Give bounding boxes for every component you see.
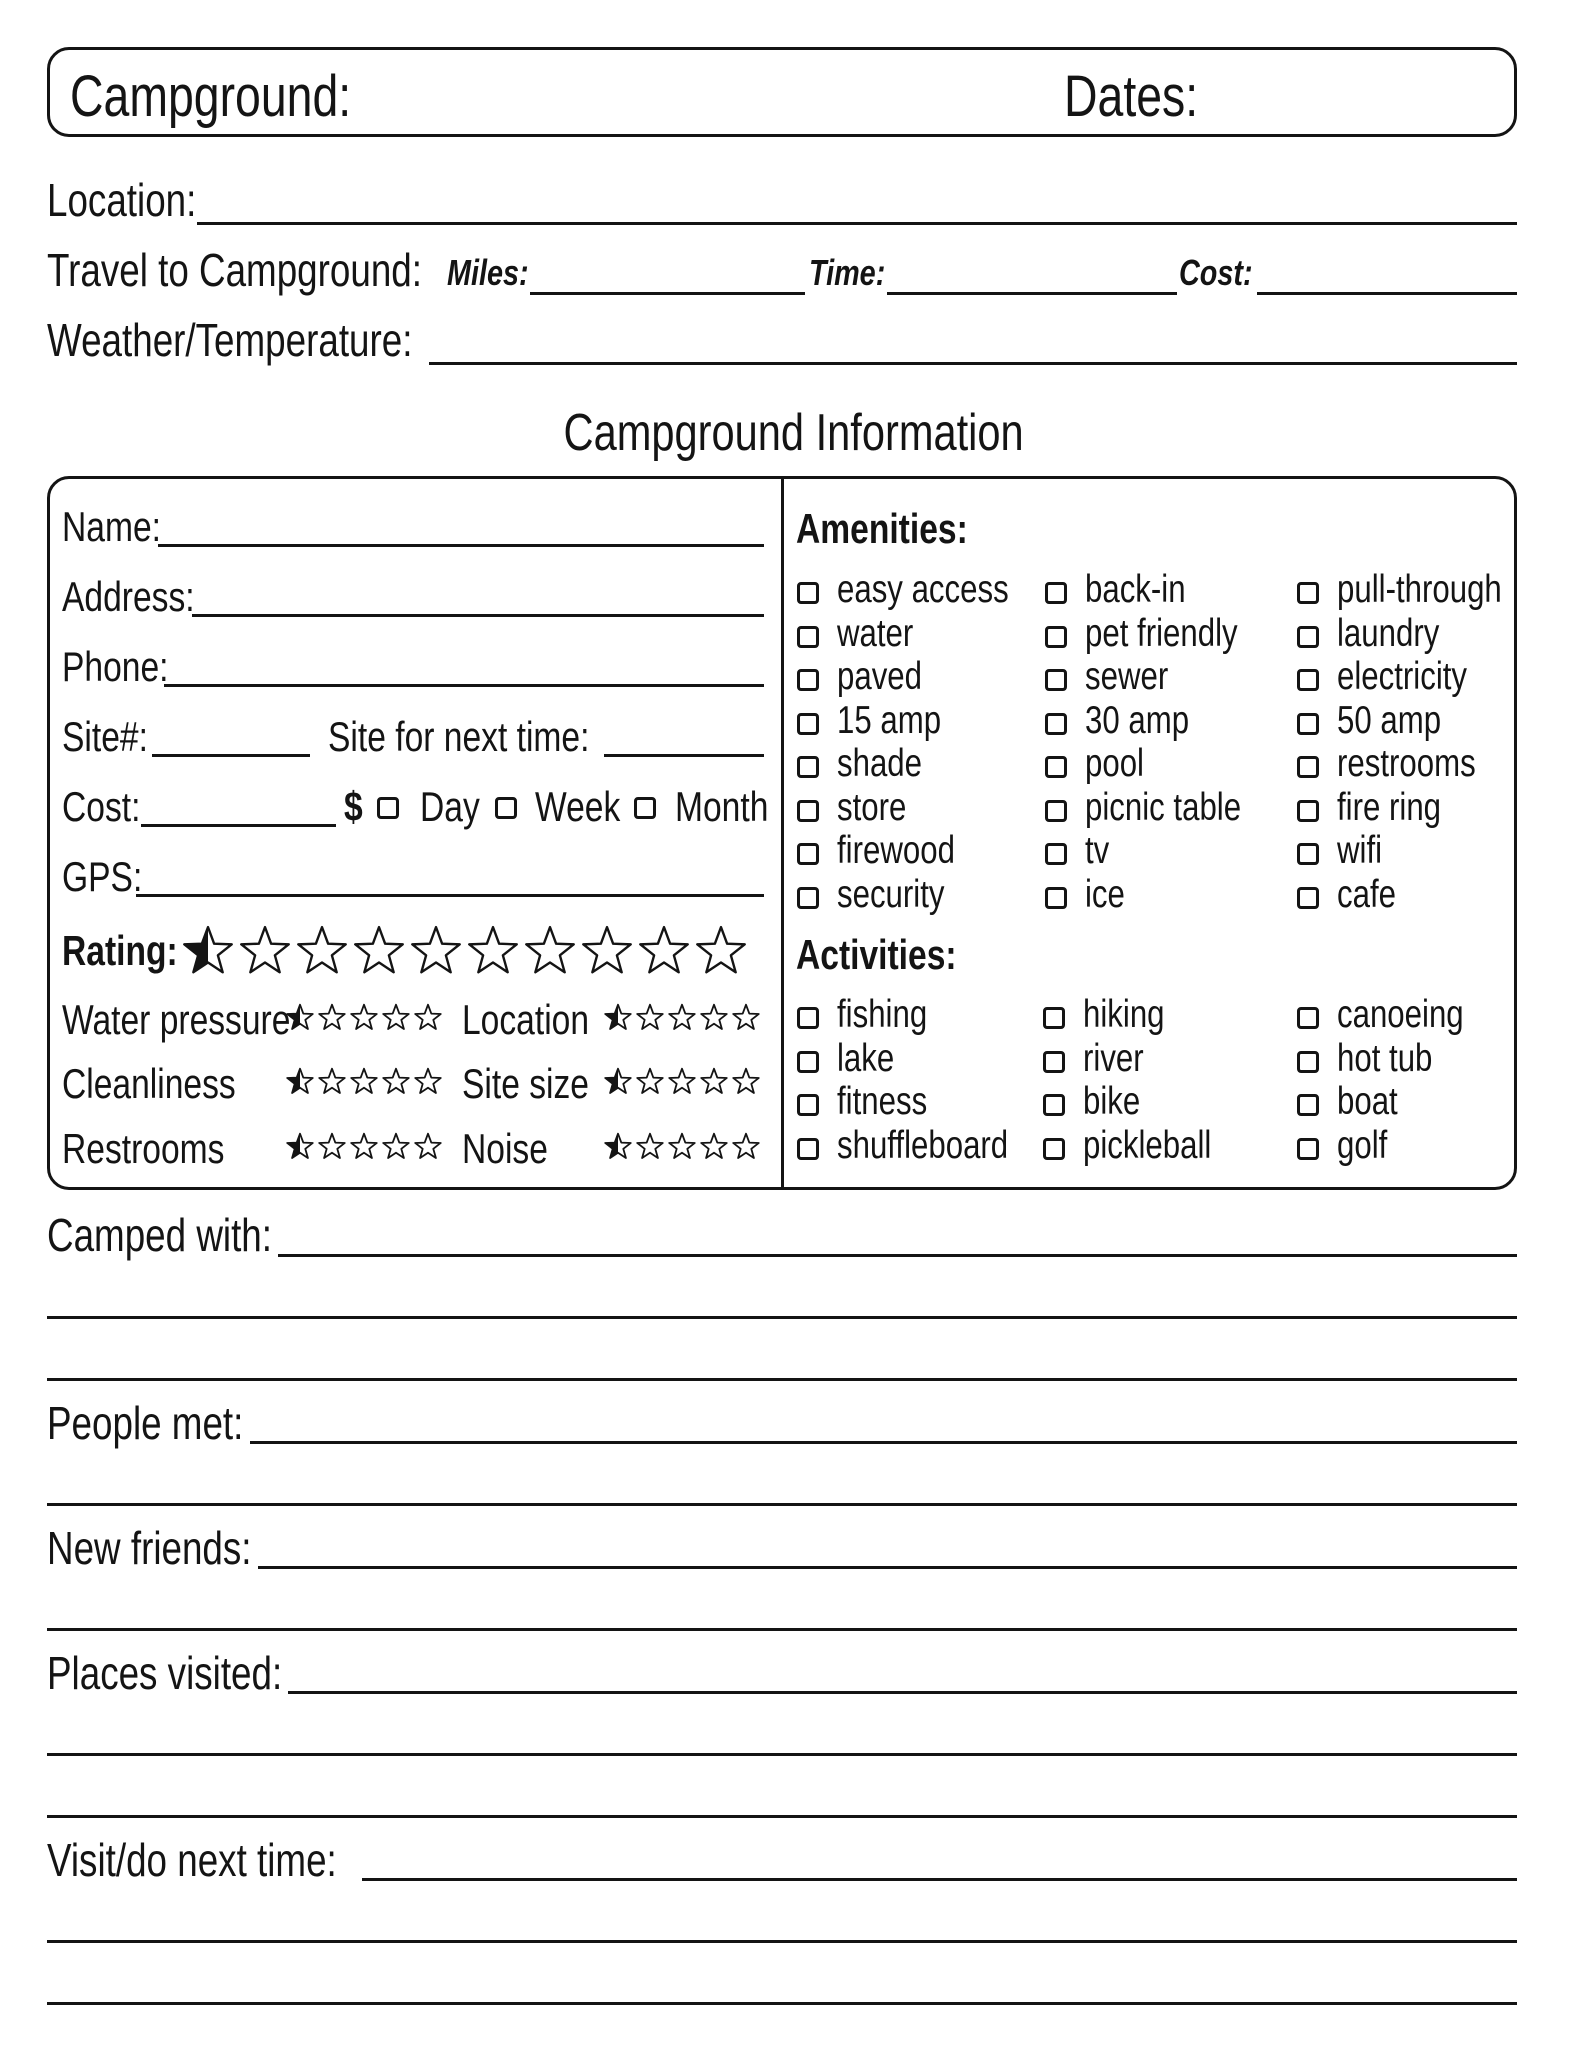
weather-label: Weather/Temperature: — [47, 314, 413, 366]
fishing-checkbox[interactable] — [797, 1007, 819, 1029]
activity-option-label: hiking — [1083, 993, 1165, 1036]
travel-row — [47, 240, 1517, 300]
tv-checkbox[interactable] — [1045, 843, 1067, 865]
name-input-line[interactable] — [158, 544, 764, 547]
star-outline-icon[interactable] — [637, 1134, 663, 1158]
star-rating-svg — [182, 924, 747, 976]
camped-with-line[interactable] — [278, 1254, 1517, 1257]
store-checkbox[interactable] — [797, 800, 819, 822]
cost-input-line[interactable] — [1257, 292, 1517, 295]
site-label: Site#: — [62, 713, 148, 760]
sub-rating-label: Water pressure — [62, 996, 291, 1043]
amenity-option-label: restrooms — [1337, 742, 1476, 785]
amenities-label: Amenities: — [796, 505, 968, 552]
amenity-option-label: 15 amp — [837, 698, 942, 742]
star-filled-icon[interactable] — [605, 1005, 631, 1029]
canoeing-checkbox[interactable] — [1297, 1007, 1319, 1029]
star-outline-icon[interactable] — [733, 1069, 759, 1093]
info-cost-label: Cost: — [62, 783, 141, 830]
day-checkbox[interactable] — [377, 797, 399, 819]
activity-option-label: fitness — [837, 1080, 928, 1123]
main-rating-stars[interactable] — [182, 924, 747, 980]
security-checkbox[interactable] — [797, 887, 819, 909]
star-outline-icon[interactable] — [319, 1134, 345, 1158]
amenity-option-label: wifi — [1337, 829, 1383, 872]
sub-rating-label: Restrooms — [62, 1125, 225, 1172]
amenity-option-label: store — [837, 785, 907, 829]
cafe-checkbox[interactable] — [1297, 887, 1319, 909]
time-label: Time: — [809, 252, 886, 293]
star-outline-icon[interactable] — [319, 1069, 345, 1093]
star-outline-icon[interactable] — [415, 1005, 441, 1029]
activity-option-label: bike — [1083, 1080, 1141, 1123]
site-next-label: Site for next time: — [328, 713, 590, 760]
star-outline-icon[interactable] — [583, 927, 630, 972]
month-checkbox[interactable] — [634, 797, 656, 819]
star-rating-svg — [286, 1132, 442, 1160]
site-size-stars[interactable] — [604, 1067, 760, 1100]
location-stars[interactable] — [604, 1003, 760, 1036]
pickleball-checkbox[interactable] — [1043, 1138, 1065, 1160]
visit-next-line-2[interactable] — [47, 1940, 1517, 1943]
picnic-table-checkbox[interactable] — [1045, 800, 1067, 822]
golf-checkbox[interactable] — [1297, 1138, 1319, 1160]
water-checkbox[interactable] — [797, 626, 819, 648]
star-filled-icon[interactable] — [184, 927, 231, 972]
miles-input-line[interactable] — [530, 292, 805, 295]
amenity-option-label: picnic table — [1085, 785, 1242, 829]
campground-label: Campground: — [70, 64, 352, 129]
phone-input-line[interactable] — [164, 684, 764, 687]
location-label: Location: — [47, 174, 197, 226]
back-in-checkbox[interactable] — [1045, 582, 1067, 604]
address-label: Address: — [62, 573, 195, 620]
people-met-line[interactable] — [250, 1441, 1517, 1444]
visit-next-line-3[interactable] — [47, 2002, 1517, 2005]
hot-tub-checkbox[interactable] — [1297, 1051, 1319, 1073]
new-friends-line[interactable] — [258, 1566, 1517, 1569]
week-checkbox[interactable] — [495, 797, 517, 819]
rating-label: Rating: — [62, 927, 178, 974]
star-outline-icon[interactable] — [415, 1134, 441, 1158]
bike-checkbox[interactable] — [1043, 1094, 1065, 1116]
amenity-option-label: paved — [837, 655, 923, 698]
star-outline-icon[interactable] — [637, 1005, 663, 1029]
amenity-option-label: electricity — [1337, 655, 1468, 698]
star-outline-icon[interactable] — [701, 1005, 727, 1029]
address-input-line[interactable] — [192, 614, 764, 617]
star-outline-icon[interactable] — [383, 1134, 409, 1158]
info-heading: Campground Information — [563, 404, 1025, 462]
visit-next-label: Visit/do next time: — [47, 1834, 337, 1886]
30-amp-checkbox[interactable] — [1045, 713, 1067, 735]
star-outline-icon[interactable] — [701, 1069, 727, 1093]
dollar-sign: $ — [344, 783, 363, 830]
week-label: Week — [535, 783, 621, 830]
people-met-line-2[interactable] — [47, 1503, 1517, 1506]
amenity-option-label: security — [837, 872, 945, 916]
star-rating-svg — [604, 1067, 760, 1095]
camped-with-line-3[interactable] — [47, 1378, 1517, 1381]
activity-option-label: lake — [837, 1036, 895, 1080]
firewood-checkbox[interactable] — [797, 843, 819, 865]
amenity-option-label: ice — [1085, 872, 1125, 916]
star-outline-icon[interactable] — [351, 1005, 377, 1029]
star-outline-icon[interactable] — [669, 1134, 695, 1158]
visit-next-line[interactable] — [362, 1878, 1517, 1881]
amenity-option-label: sewer — [1085, 655, 1169, 698]
sub-rating-label: Cleanliness — [62, 1060, 236, 1107]
river-checkbox[interactable] — [1043, 1051, 1065, 1073]
activity-option-label: fishing — [837, 993, 928, 1036]
travel-label: Travel to Campground: — [47, 244, 422, 296]
amenity-option-label: easy access — [837, 568, 1009, 611]
site-input-line[interactable] — [152, 754, 310, 757]
star-outline-icon[interactable] — [415, 1069, 441, 1093]
shuffleboard-checkbox[interactable] — [797, 1138, 819, 1160]
amenity-option-label: 50 amp — [1337, 698, 1442, 742]
amenity-option-label: water — [837, 611, 914, 655]
star-outline-icon[interactable] — [733, 1005, 759, 1029]
new-friends-label: New friends: — [47, 1522, 252, 1574]
restrooms-stars[interactable] — [286, 1132, 442, 1165]
sub-rating-label: Noise — [462, 1125, 548, 1172]
laundry-checkbox[interactable] — [1297, 626, 1319, 648]
star-outline-icon[interactable] — [241, 927, 288, 972]
shade-checkbox[interactable] — [797, 756, 819, 778]
activity-option-label: river — [1083, 1036, 1144, 1080]
star-outline-icon[interactable] — [351, 1069, 377, 1093]
easy-access-checkbox[interactable] — [797, 582, 819, 604]
star-outline-icon[interactable] — [469, 927, 516, 972]
paved-checkbox[interactable] — [797, 669, 819, 691]
sub-rating-label: Site size — [462, 1060, 589, 1107]
gps-label: GPS: — [62, 853, 143, 900]
star-rating-svg — [604, 1132, 760, 1160]
star-outline-icon[interactable] — [669, 1069, 695, 1093]
activity-option-label: hot tub — [1337, 1036, 1433, 1080]
star-outline-icon[interactable] — [351, 1134, 377, 1158]
boat-checkbox[interactable] — [1297, 1094, 1319, 1116]
amenity-option-label: cafe — [1337, 872, 1396, 916]
lake-checkbox[interactable] — [797, 1051, 819, 1073]
location-row — [47, 170, 1517, 230]
name-label: Name: — [62, 503, 161, 550]
15-amp-checkbox[interactable] — [797, 713, 819, 735]
star-outline-icon[interactable] — [319, 1005, 345, 1029]
pet-friendly-checkbox[interactable] — [1045, 626, 1067, 648]
site-next-input-line[interactable] — [604, 754, 764, 757]
hiking-checkbox[interactable] — [1043, 1007, 1065, 1029]
star-outline-icon[interactable] — [640, 927, 687, 972]
star-filled-icon[interactable] — [287, 1005, 313, 1029]
month-label: Month — [675, 783, 769, 830]
info-divider — [781, 476, 784, 1190]
star-outline-icon[interactable] — [355, 927, 402, 972]
star-outline-icon[interactable] — [697, 927, 744, 972]
pool-checkbox[interactable] — [1045, 756, 1067, 778]
cost-label: Cost: — [1179, 252, 1253, 293]
sub-rating-label: Location — [462, 996, 590, 1043]
restrooms-checkbox[interactable] — [1297, 756, 1319, 778]
star-outline-icon[interactable] — [701, 1134, 727, 1158]
star-filled-icon[interactable] — [287, 1134, 313, 1158]
star-outline-icon[interactable] — [412, 927, 459, 972]
activities-label: Activities: — [796, 931, 957, 978]
star-filled-icon[interactable] — [605, 1069, 631, 1093]
star-rating-svg — [286, 1067, 442, 1095]
star-outline-icon[interactable] — [526, 927, 573, 972]
time-input-line[interactable] — [887, 292, 1177, 295]
activity-option-label: pickleball — [1083, 1123, 1212, 1167]
fitness-checkbox[interactable] — [797, 1094, 819, 1116]
amenity-option-label: shade — [837, 742, 923, 785]
location-input-line[interactable] — [197, 222, 1517, 225]
amenity-option-label: pet friendly — [1085, 611, 1238, 655]
miles-label: Miles: — [447, 252, 529, 293]
weather-input-line[interactable] — [429, 362, 1517, 365]
star-outline-icon[interactable] — [383, 1005, 409, 1029]
water-pressure-stars[interactable] — [286, 1003, 442, 1036]
sewer-checkbox[interactable] — [1045, 669, 1067, 691]
wifi-checkbox[interactable] — [1297, 843, 1319, 865]
star-outline-icon[interactable] — [637, 1069, 663, 1093]
camped-with-line-2[interactable] — [47, 1316, 1517, 1319]
activity-option-label: golf — [1337, 1123, 1388, 1167]
places-visited-line[interactable] — [288, 1691, 1517, 1694]
star-rating-svg — [286, 1003, 442, 1031]
amenity-option-label: pool — [1085, 742, 1144, 785]
activity-option-label: boat — [1337, 1080, 1398, 1123]
places-visited-label: Places visited: — [47, 1647, 283, 1699]
new-friends-line-2[interactable] — [47, 1628, 1517, 1631]
camped-with-label: Camped with: — [47, 1209, 272, 1261]
star-filled-icon[interactable] — [605, 1134, 631, 1158]
electricity-checkbox[interactable] — [1297, 669, 1319, 691]
star-outline-icon[interactable] — [298, 927, 345, 972]
amenity-option-label: 30 amp — [1085, 698, 1190, 742]
dates-label: Dates: — [1064, 64, 1199, 129]
weather-row — [47, 310, 1517, 370]
amenity-option-label: laundry — [1337, 611, 1440, 655]
star-outline-icon[interactable] — [383, 1069, 409, 1093]
star-filled-icon[interactable] — [287, 1069, 313, 1093]
star-outline-icon[interactable] — [733, 1134, 759, 1158]
star-rating-svg — [604, 1003, 760, 1031]
amenity-option-label: pull-through — [1337, 568, 1502, 611]
noise-stars[interactable] — [604, 1132, 760, 1165]
amenity-option-label: firewood — [837, 829, 955, 872]
fire-ring-checkbox[interactable] — [1297, 800, 1319, 822]
places-visited-line-2[interactable] — [47, 1753, 1517, 1756]
info-cost-input-line[interactable] — [141, 824, 336, 827]
day-label: Day — [420, 783, 480, 830]
activity-option-label: shuffleboard — [837, 1123, 1009, 1167]
star-outline-icon[interactable] — [669, 1005, 695, 1029]
amenity-option-label: back-in — [1085, 568, 1186, 611]
amenity-option-label: tv — [1085, 829, 1110, 872]
people-met-label: People met: — [47, 1397, 244, 1449]
cleanliness-stars[interactable] — [286, 1067, 442, 1100]
50-amp-checkbox[interactable] — [1297, 713, 1319, 735]
ice-checkbox[interactable] — [1045, 887, 1067, 909]
activity-option-label: canoeing — [1337, 993, 1464, 1036]
phone-label: Phone: — [62, 643, 169, 690]
gps-input-line[interactable] — [136, 894, 764, 897]
pull-through-checkbox[interactable] — [1297, 582, 1319, 604]
places-visited-line-3[interactable] — [47, 1815, 1517, 1818]
amenity-option-label: fire ring — [1337, 785, 1442, 829]
